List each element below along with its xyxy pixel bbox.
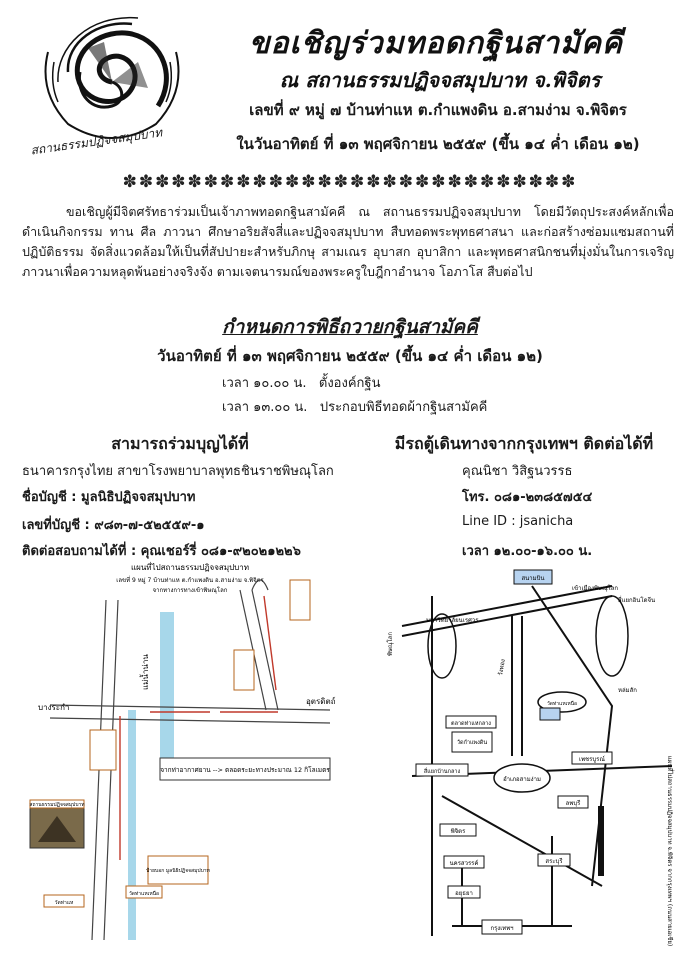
market-label: ตลาดท่าแหกลาง xyxy=(451,721,491,727)
local-map xyxy=(20,560,350,950)
invitation-paragraph: ขอเชิญผู้มีจิตศรัทธาร่วมเป็นเจ้าภาพทอดกฐินสามัคคี ณ สถานธรรมปฏิจจสมุปบาท โดยมีวัตถุประสงค์หลักเพื่อดำเนินกิจกรรม ทาน ศีล ภาวนา ศึกษาอริยสัจสี่และปฏิจจสมุปบาท สืบทอดพระพุทธศาสนา และก่อสร้างซ่อมแซมสถานที่ปฏิบัติธรรม จัดสิ่งแวดล้อมให้เป็นที่สัปปายะสำหรับภิกษุ สามเณร อุบาสก อุบาสิกา และพุทธศาสนิกชนที่มุ่งมั่นในการเจริญภาวนาเพื่อความหลุดพ้นอย่างจริงจัง ตามเจตนารมณ์ของพระครูใบฎีกาอำนาจ โอภาโส สืบต่อไป xyxy=(22,204,674,279)
route-map-note: แผนที่ไปสถานธรรมปฏิจจสมุปบาท จ.พิจิตร จากกรุงเทพฯ (ถนนสายเอเชีย) xyxy=(666,756,673,947)
river-label: แม่น้ำน่าน xyxy=(141,654,150,690)
donation-heading: สามารถร่วมบุญได้ที่ xyxy=(111,434,249,453)
bankhlang-junction-label: สี่แยกบ้านกลาง xyxy=(423,769,461,775)
map-box xyxy=(290,580,310,620)
invitation-title: ขอเชิญร่วมทอดกฐินสามัคคี xyxy=(248,26,623,61)
transport-contact-name: คุณนิชา วิสิฐนวรรธ xyxy=(462,464,573,479)
city-entry-label: เข้าเมืองพิษณุโลก xyxy=(572,585,619,592)
transport-heading: มีรถตู้เดินทางจากกรุงเทพฯ ติดต่อได้ที่ xyxy=(394,434,654,453)
indochina-label: สี่แยกอินโดจีน xyxy=(618,597,656,604)
decorative-divider: ✽✽✽✽✽✽✽✽✽✽✽✽✽✽✽✽✽✽✽✽✽✽✽✽✽✽✽✽ xyxy=(122,172,578,192)
schedule-activity: ตั้งองค์กฐิน xyxy=(318,376,381,391)
organization-logo xyxy=(28,12,196,162)
saraburi-label: สระบุรี xyxy=(545,858,563,865)
west-label: บางระกำ xyxy=(38,703,70,712)
transport-hours: เวลา ๑๒.๐๐-๑๖.๐๐ น. xyxy=(462,544,593,559)
address-line: เลขที่ ๙ หมู่ ๗ บ้านท่าแห ต.กำแพงดิน อ.สามง่าม จ.พิจิตร xyxy=(249,101,627,119)
lomsak-label: หล่มสัก xyxy=(618,687,637,694)
ayutthaya-label: อยุธยา xyxy=(455,890,473,897)
east-label: อุตรดิตถ์ xyxy=(306,697,336,706)
schedule-activity: ประกอบพิธีทอดผ้ากฐินสามัคคี xyxy=(319,400,488,415)
map-subtitle: เลขที่ 9 หมู่ 7 บ้านท่าแห ต.กำแพงดิน อ.สามง่าม จ.พิจิตร xyxy=(116,577,264,584)
lopburi-label: ลพบุรี xyxy=(565,800,581,807)
map-subtitle: จากทางการทางเข้าพิษณุโลก xyxy=(152,587,228,594)
canal xyxy=(128,710,136,940)
bangkok-label: กรุงเทพฯ xyxy=(490,925,514,932)
sign-label: ป้ายบอก มูลนิธิปฏิจจสมุปบาท xyxy=(146,868,210,874)
schedule-item xyxy=(222,396,487,417)
river xyxy=(160,612,174,772)
map-box xyxy=(234,650,254,690)
wangthong-label: วังทอง xyxy=(497,658,507,677)
distance-note: จากท่าอากาศยาน --> ตลอดระยะทางประมาณ 12 กิโลเมตร xyxy=(160,766,330,774)
temple-north-label: วัดท่าแหเหนือ xyxy=(128,891,160,897)
phichit-label: พิจิตร xyxy=(450,828,466,835)
account-name: ชื่อบัญชี : มูลนิธิปฏิจจสมุปบาท xyxy=(22,490,196,505)
schedule-time: เวลา ๑๓.๐๐ น. xyxy=(222,400,308,415)
transport-line-id: Line ID : jsanicha xyxy=(462,514,574,529)
university-label: มหาวิทยาลัยนเรศวร xyxy=(426,617,479,624)
bank-name: ธนาคารกรุงไทย สาขาโรงพยาบาลพุทธชินราชพิษณุโลก xyxy=(22,464,334,479)
account-number: เลขที่บัญชี : ๙๘๓-๗-๕๒๕๕๙-๑ xyxy=(22,518,205,533)
map-box xyxy=(90,730,116,770)
temple-north-label: วัดท่าแหเหนือ xyxy=(546,701,578,707)
phitsanulok-label: พิษณุโลก xyxy=(387,631,394,656)
venue-line: ณ สถานธรรมปฏิจจสมุปบาท จ.พิจิตร xyxy=(279,68,601,92)
transport-phone: โทร. ๐๘๑-๒๓๘๕๗๕๔ xyxy=(462,490,593,505)
donation-contact: ติดต่อสอบถามได้ที่ : คุณเชอร์รี่ ๐๘๑-๙๒๐๒๑๒๒๖ xyxy=(22,544,301,559)
temple-tahae-label: วัดท่าแห xyxy=(54,900,74,906)
map-title: แผนที่ไปสถานธรรมปฏิจจสมุปบาท xyxy=(130,563,250,572)
schedule-item xyxy=(222,372,380,393)
samngam-label: อำเภอสามง่าม xyxy=(503,776,541,783)
schedule-date: วันอาทิตย์ ที่ ๑๓ พฤศจิกายน ๒๕๕๙ (ขึ้น ๑๔ ค่ำ เดือน ๑๒) xyxy=(157,347,543,365)
schedule-heading: กำหนดการพิธีถวายกฐินสามัคคี xyxy=(222,316,478,338)
route-map xyxy=(372,556,682,948)
logo-caption: สถานธรรมปฏิจจสมุปบาท xyxy=(29,125,163,158)
date-line: ในวันอาทิตย์ ที่ ๑๓ พฤศจิกายน ๒๕๕๙ (ขึ้น ๑๔ ค่ำ เดือน ๑๒) xyxy=(236,135,640,153)
airport-label: สนามบิน xyxy=(521,575,545,582)
temple-kamphaeng-label: วัดกำแพงดิน xyxy=(456,740,488,746)
phetchabun-label: เพชรบูรณ์ xyxy=(579,756,605,763)
schedule-time: เวลา ๑๐.๐๐ น. xyxy=(222,376,307,391)
nakhonsawan-label: นครสวรรค์ xyxy=(449,860,479,867)
temple-label: สถานธรรมปฏิจจสมุปบาท xyxy=(29,802,85,808)
